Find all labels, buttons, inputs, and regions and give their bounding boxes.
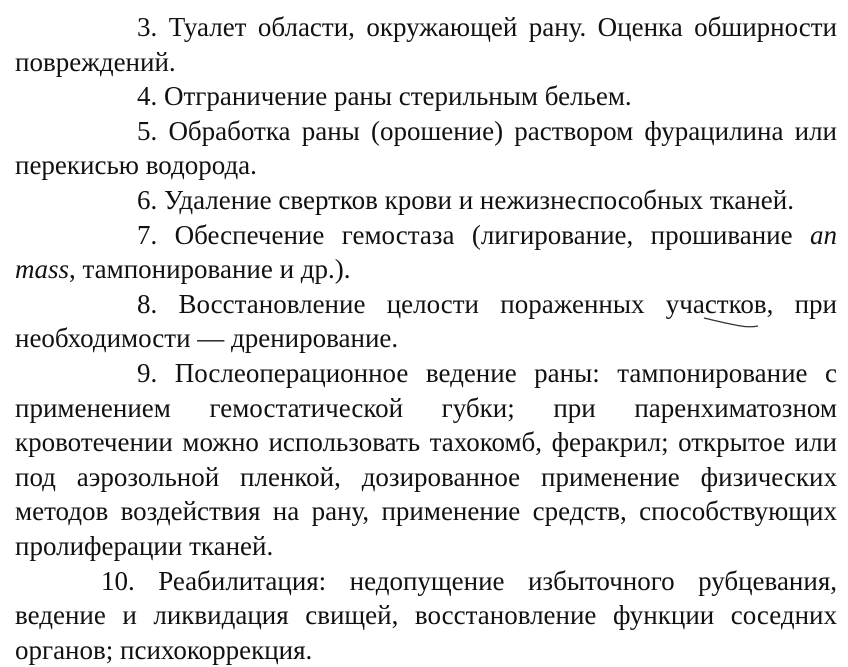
item-number: 7. [76,218,157,253]
item-text: Обработка раны (орошение) раствором фурацилина или перекисью водорода. [15,116,837,181]
item-text: , тампонирование и др.). [69,254,350,284]
item-number: 5. [76,114,157,149]
list-item-4 [15,79,837,114]
item-text: Удаление свертков крови и нежизнеспособных тканей. [164,185,794,215]
item-text: Отграничение раны стерильным бельем. [164,81,632,111]
list-item-10 [15,564,837,667]
item-number: 6. [76,183,157,218]
pencil-mark [703,316,759,330]
item-text: Обеспечение гемостаза (лигирование, прошивание [175,220,810,250]
list-item-9 [15,356,837,564]
item-number: 9. [76,356,157,391]
item-text: Реабилитация: недопущение избыточного рубцевания, ведение и ликвидация свищей, восстановление функции соседних органов; психокоррекция. [15,566,837,665]
list-item-6 [15,183,837,218]
list-item-7 [15,218,837,287]
item-text: Туалет области, окружающей рану. Оценка обширности повреждений. [15,12,837,77]
item-text: Послеоперационное ведение раны: тампонирование с применением гемостатической губки; при паренхиматозном кровотечении можно использовать тахокомб, феракрил; открытое или под аэрозольной пленкой, дозированное применение физических методов воздействия на рану, применение средств, способствующих пролиферации тканей. [15,358,837,561]
list-item-5 [15,114,837,183]
item-number: 8. [76,287,157,322]
item-number: 10. [58,564,135,599]
item-number: 4. [76,79,157,114]
item-text-italic: an mass [15,220,837,285]
item-number: 3. [76,10,157,45]
document-page [15,0,837,667]
list-item-3 [15,10,837,79]
item-text: Восстановление целости пораженных участков, при необходимости — дренирование. [15,289,837,354]
